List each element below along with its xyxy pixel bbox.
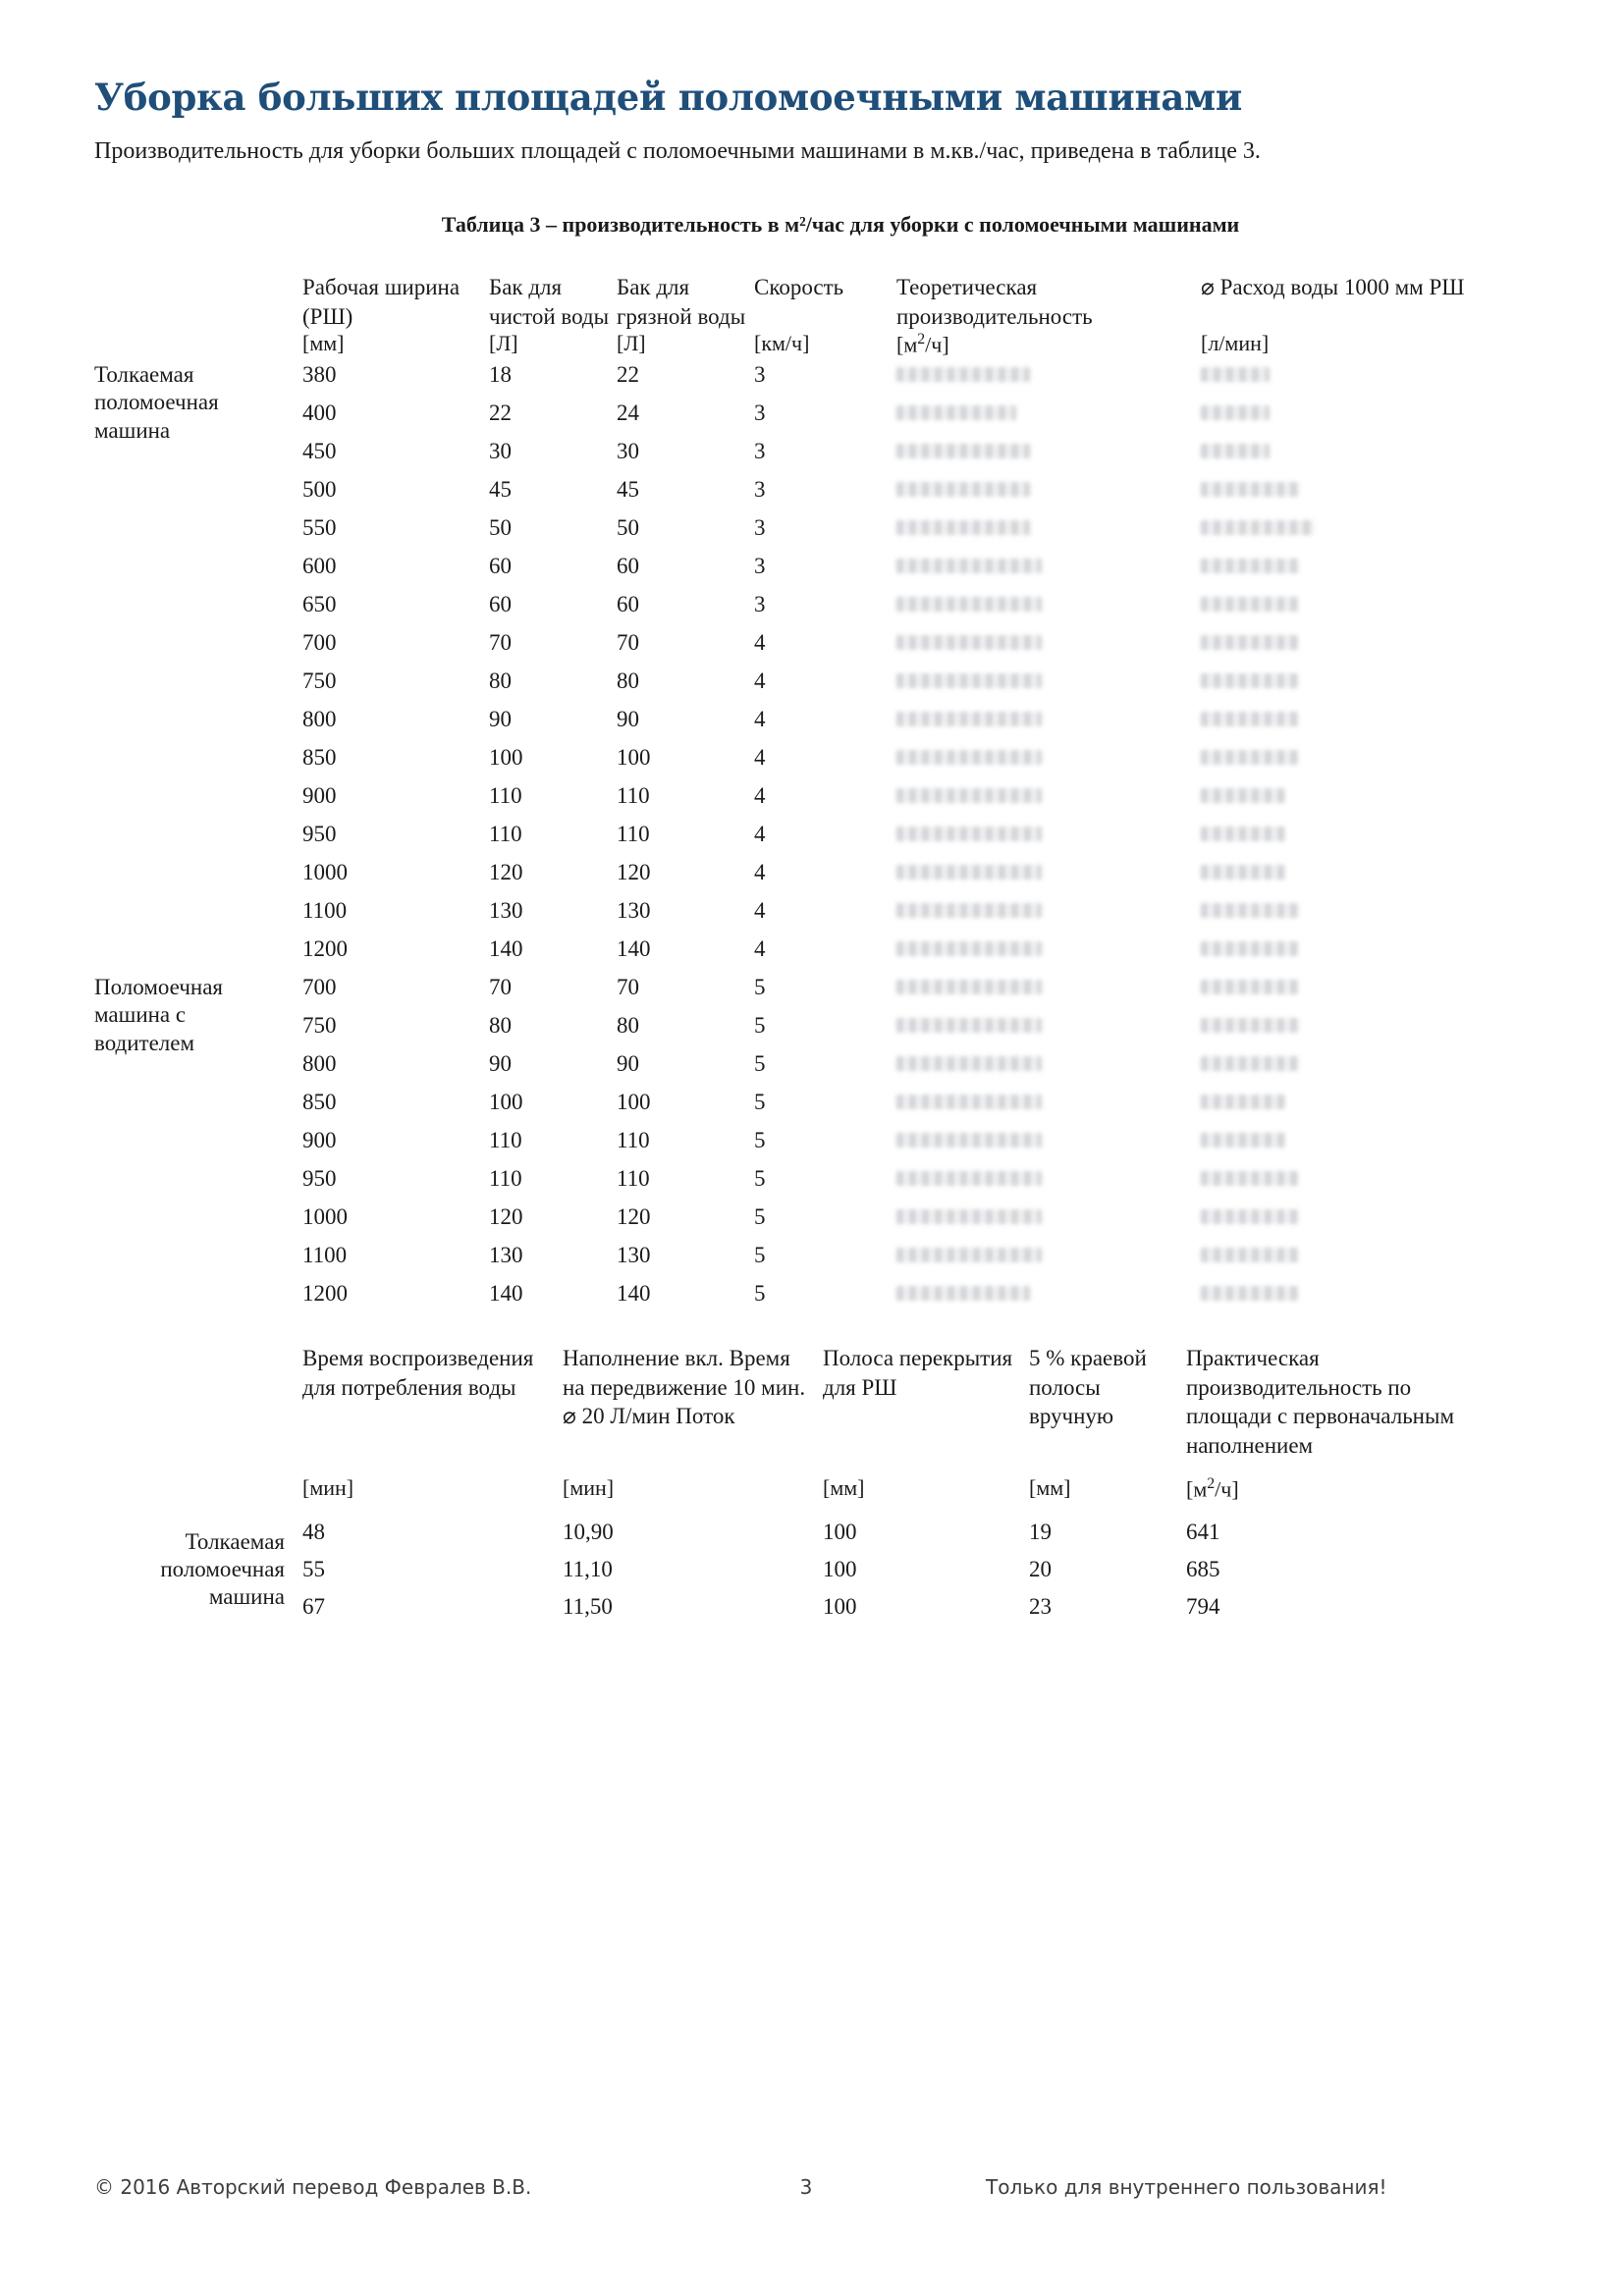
cell-water-use-redacted xyxy=(1201,740,1469,778)
cell-theoretical-redacted xyxy=(896,1161,1201,1200)
cell-speed: 4 xyxy=(754,860,766,885)
cell-overlap: 100 xyxy=(823,1593,857,1619)
cell-working-width: 850 xyxy=(302,1090,337,1115)
cell-clean-tank: 60 xyxy=(489,554,512,579)
cell-clean-tank: 110 xyxy=(489,783,522,809)
practical-header-edge: 5 % краевой полосы вручную xyxy=(1029,1346,1147,1429)
cell-dirty-tank: 110 xyxy=(617,822,650,847)
cell-clean-tank: 70 xyxy=(489,975,512,1000)
cell-speed: 5 xyxy=(754,1013,766,1039)
cell-theoretical-redacted xyxy=(896,1046,1201,1085)
cell-dirty-tank: 70 xyxy=(617,975,639,1000)
cell-water-time: 55 xyxy=(302,1556,325,1581)
cell-speed: 4 xyxy=(754,898,766,924)
cell-water-time: 48 xyxy=(302,1519,325,1544)
cell-working-width: 500 xyxy=(302,477,337,503)
footer-page-number: 3 xyxy=(799,2175,813,2199)
page-footer xyxy=(94,2175,1528,2199)
cell-speed: 4 xyxy=(754,936,766,962)
cell-water-use-redacted xyxy=(1201,357,1469,396)
cell-working-width: 700 xyxy=(302,975,337,1000)
cell-clean-tank: 100 xyxy=(489,745,523,771)
cell-theoretical-redacted xyxy=(896,357,1201,396)
cell-water-use-redacted xyxy=(1201,1238,1469,1276)
cell-theoretical-redacted xyxy=(896,1200,1201,1238)
practical-unit-water-time: [мин] xyxy=(302,1475,354,1501)
cell-water-use-redacted xyxy=(1201,472,1469,510)
footer-notice: Только для внутреннего пользования! xyxy=(986,2175,1387,2199)
cell-edge: 20 xyxy=(1029,1556,1052,1581)
cell-water-use-redacted xyxy=(1201,1046,1469,1085)
header-working-width: Рабочая ширина (РШ) xyxy=(302,275,460,329)
cell-theoretical-redacted xyxy=(896,549,1201,587)
cell-clean-tank: 110 xyxy=(489,822,522,847)
practical-group-label: Толкаемая поломоечная машина xyxy=(160,1528,285,1609)
table-header-row xyxy=(94,273,1469,331)
cell-fill-time: 11,10 xyxy=(563,1556,613,1581)
cell-water-use-redacted xyxy=(1201,932,1469,970)
cell-water-use-redacted xyxy=(1201,1123,1469,1161)
cell-theoretical-redacted xyxy=(896,472,1201,510)
cell-clean-tank: 110 xyxy=(489,1166,522,1192)
cell-clean-tank: 120 xyxy=(489,1204,523,1230)
cell-practical: 685 xyxy=(1186,1556,1220,1581)
cell-water-use-redacted xyxy=(1201,817,1469,855)
cell-working-width: 400 xyxy=(302,400,337,426)
header-water-use: ⌀ Расход воды 1000 мм РШ xyxy=(1201,275,1465,300)
cell-speed: 5 xyxy=(754,1051,766,1077)
cell-clean-tank: 100 xyxy=(489,1090,523,1115)
header-group xyxy=(94,273,302,331)
cell-dirty-tank: 90 xyxy=(617,1051,639,1077)
table-row xyxy=(94,357,1469,396)
header-speed: Скорость xyxy=(754,275,844,300)
cell-clean-tank: 60 xyxy=(489,592,512,617)
cell-dirty-tank: 140 xyxy=(617,1281,651,1307)
cell-dirty-tank: 60 xyxy=(617,592,639,617)
cell-theoretical-redacted xyxy=(896,702,1201,740)
cell-speed: 3 xyxy=(754,515,766,541)
cell-water-use-redacted xyxy=(1201,1161,1469,1200)
cell-theoretical-redacted xyxy=(896,1085,1201,1123)
unit-working-width: [мм] xyxy=(302,331,345,356)
cell-working-width: 900 xyxy=(302,783,337,809)
cell-edge: 23 xyxy=(1029,1593,1052,1619)
cell-working-width: 950 xyxy=(302,822,337,847)
practical-unit-overlap: [мм] xyxy=(823,1475,865,1501)
cell-dirty-tank: 120 xyxy=(617,860,651,885)
cell-working-width: 450 xyxy=(302,439,337,464)
cell-working-width: 550 xyxy=(302,515,337,541)
cell-theoretical-redacted xyxy=(896,587,1201,625)
cell-theoretical-redacted xyxy=(896,1123,1201,1161)
unit-theoretical: $[м^2/ч]$ xyxy=(896,331,949,357)
cell-working-width: 380 xyxy=(302,362,337,388)
cell-speed: 5 xyxy=(754,1090,766,1115)
cell-edge: 19 xyxy=(1029,1519,1052,1544)
practical-unit-fill-time: [мин] xyxy=(563,1475,615,1501)
cell-dirty-tank: 130 xyxy=(617,1243,651,1268)
cell-dirty-tank: 80 xyxy=(617,1013,639,1039)
cell-clean-tank: 120 xyxy=(489,860,523,885)
cell-clean-tank: 130 xyxy=(489,898,523,924)
table-row xyxy=(94,970,1469,1008)
practical-header-practical: Практическая производительность по площади с первоначальным наполнением xyxy=(1186,1346,1455,1458)
cell-speed: 3 xyxy=(754,439,766,464)
cell-water-use-redacted xyxy=(1201,778,1469,817)
cell-speed: 4 xyxy=(754,630,766,656)
group-label-ride-on: Поломоечная машина с водителем xyxy=(94,975,223,1055)
cell-water-use-redacted xyxy=(1201,587,1469,625)
practical-header-group xyxy=(94,1344,302,1464)
footer-copyright: © 2016 Авторский перевод Февралев В.В. xyxy=(94,2175,532,2199)
table-row xyxy=(94,1515,1469,1552)
cell-water-use-redacted xyxy=(1201,1200,1469,1238)
cell-working-width: 800 xyxy=(302,1051,337,1077)
cell-speed: 3 xyxy=(754,592,766,617)
cell-theoretical-redacted xyxy=(896,855,1201,893)
cell-theoretical-redacted xyxy=(896,778,1201,817)
cell-working-width: 1100 xyxy=(302,1243,348,1268)
header-theoretical: Теоретическая производительность xyxy=(896,275,1093,329)
header-clean-tank: Бак для чистой воды xyxy=(489,275,610,329)
cell-overlap: 100 xyxy=(823,1519,857,1544)
cell-theoretical-redacted xyxy=(896,396,1201,434)
cell-water-use-redacted xyxy=(1201,702,1469,740)
cell-water-use-redacted xyxy=(1201,625,1469,664)
cell-dirty-tank: 110 xyxy=(617,1166,650,1192)
cell-theoretical-redacted xyxy=(896,1276,1201,1314)
cell-dirty-tank: 100 xyxy=(617,745,651,771)
cell-clean-tank: 140 xyxy=(489,936,523,962)
cell-water-use-redacted xyxy=(1201,664,1469,702)
cell-working-width: 850 xyxy=(302,745,337,771)
cell-theoretical-redacted xyxy=(896,1008,1201,1046)
cell-water-use-redacted xyxy=(1201,510,1469,549)
page-content xyxy=(94,77,1528,1627)
cell-speed: 5 xyxy=(754,1243,766,1268)
cell-speed: 5 xyxy=(754,975,766,1000)
cell-clean-tank: 140 xyxy=(489,1281,523,1307)
cell-overlap: 100 xyxy=(823,1556,857,1581)
cell-working-width: 800 xyxy=(302,707,337,732)
practical-header-overlap: Полоса перекрытия для РШ xyxy=(823,1346,1013,1400)
practical-unit-practical: $[м^2/ч]$ xyxy=(1186,1475,1239,1502)
cell-dirty-tank: 45 xyxy=(617,477,639,503)
cell-dirty-tank: 100 xyxy=(617,1090,651,1115)
cell-clean-tank: 30 xyxy=(489,439,512,464)
cell-speed: 3 xyxy=(754,400,766,426)
cell-speed: 4 xyxy=(754,783,766,809)
cell-dirty-tank: 120 xyxy=(617,1204,651,1230)
cell-theoretical-redacted xyxy=(896,740,1201,778)
cell-working-width: 700 xyxy=(302,630,337,656)
cell-speed: 5 xyxy=(754,1166,766,1192)
cell-water-use-redacted xyxy=(1201,1085,1469,1123)
cell-clean-tank: 80 xyxy=(489,668,512,694)
cell-working-width: 1000 xyxy=(302,860,348,885)
cell-working-width: 1100 xyxy=(302,898,348,924)
cell-dirty-tank: 50 xyxy=(617,515,639,541)
cell-clean-tank: 50 xyxy=(489,515,512,541)
performance-table xyxy=(94,273,1469,1314)
cell-clean-tank: 90 xyxy=(489,707,512,732)
cell-theoretical-redacted xyxy=(896,664,1201,702)
unit-clean-tank: [Л] xyxy=(489,331,518,356)
table-caption: Таблица 3 – производительность в м²/час для уборки с поломоечными машинами xyxy=(441,212,1240,238)
cell-clean-tank: 90 xyxy=(489,1051,512,1077)
cell-theoretical-redacted xyxy=(896,625,1201,664)
practical-units-row xyxy=(94,1464,1469,1514)
cell-dirty-tank: 70 xyxy=(617,630,639,656)
table-units-row xyxy=(94,331,1469,357)
cell-water-time: 67 xyxy=(302,1593,325,1619)
cell-working-width: 750 xyxy=(302,668,337,694)
cell-dirty-tank: 22 xyxy=(617,362,639,388)
cell-working-width: 600 xyxy=(302,554,337,579)
cell-working-width: 650 xyxy=(302,592,337,617)
unit-speed: [км/ч] xyxy=(754,331,810,356)
cell-dirty-tank: 110 xyxy=(617,1128,650,1153)
cell-clean-tank: 80 xyxy=(489,1013,512,1039)
cell-speed: 4 xyxy=(754,822,766,847)
cell-working-width: 1200 xyxy=(302,936,348,962)
unit-dirty-tank: [Л] xyxy=(617,331,646,356)
cell-theoretical-redacted xyxy=(896,1238,1201,1276)
cell-clean-tank: 22 xyxy=(489,400,512,426)
cell-speed: 3 xyxy=(754,362,766,388)
unit-water-use: [л/мин] xyxy=(1201,331,1270,356)
cell-clean-tank: 110 xyxy=(489,1128,522,1153)
cell-water-use-redacted xyxy=(1201,549,1469,587)
cell-speed: 4 xyxy=(754,668,766,694)
practical-unit-edge: [мм] xyxy=(1029,1475,1071,1501)
cell-theoretical-redacted xyxy=(896,817,1201,855)
cell-speed: 3 xyxy=(754,477,766,503)
cell-theoretical-redacted xyxy=(896,510,1201,549)
cell-dirty-tank: 140 xyxy=(617,936,651,962)
cell-speed: 5 xyxy=(754,1204,766,1230)
cell-speed: 5 xyxy=(754,1281,766,1307)
cell-water-use-redacted xyxy=(1201,893,1469,932)
cell-water-use-redacted xyxy=(1201,1008,1469,1046)
cell-practical: 794 xyxy=(1186,1593,1220,1619)
cell-dirty-tank: 130 xyxy=(617,898,651,924)
cell-dirty-tank: 90 xyxy=(617,707,639,732)
cell-theoretical-redacted xyxy=(896,893,1201,932)
cell-working-width: 900 xyxy=(302,1128,337,1153)
header-dirty-tank: Бак для грязной воды xyxy=(617,275,746,329)
cell-theoretical-redacted xyxy=(896,434,1201,472)
practical-header-row xyxy=(94,1344,1469,1464)
cell-water-use-redacted xyxy=(1201,855,1469,893)
cell-dirty-tank: 60 xyxy=(617,554,639,579)
practical-header-fill-time: Наполнение вкл. Время на передвижение 10 мин. ⌀ 20 Л/мин Поток xyxy=(563,1346,806,1429)
page-title: Уборка больших площадей поломоечными машинами xyxy=(94,76,1242,119)
cell-clean-tank: 130 xyxy=(489,1243,523,1268)
cell-working-width: 1000 xyxy=(302,1204,348,1230)
cell-fill-time: 10,90 xyxy=(563,1519,614,1544)
cell-working-width: 950 xyxy=(302,1166,337,1192)
practical-header-water-time: Время воспроизведения для потребления воды xyxy=(302,1346,534,1400)
cell-practical: 641 xyxy=(1186,1519,1220,1544)
cell-speed: 4 xyxy=(754,707,766,732)
cell-theoretical-redacted xyxy=(896,970,1201,1008)
group-label-pushed: Толкаемая поломоечная машина xyxy=(94,362,219,443)
cell-clean-tank: 18 xyxy=(489,362,512,388)
cell-dirty-tank: 80 xyxy=(617,668,639,694)
cell-fill-time: 11,50 xyxy=(563,1593,613,1619)
cell-water-use-redacted xyxy=(1201,396,1469,434)
cell-speed: 4 xyxy=(754,745,766,771)
cell-clean-tank: 70 xyxy=(489,630,512,656)
cell-working-width: 750 xyxy=(302,1013,337,1039)
cell-water-use-redacted xyxy=(1201,970,1469,1008)
practical-performance-table xyxy=(94,1344,1469,1626)
cell-clean-tank: 45 xyxy=(489,477,512,503)
cell-speed: 5 xyxy=(754,1128,766,1153)
cell-working-width: 1200 xyxy=(302,1281,348,1307)
intro-paragraph: Производительность для уборки больших площадей с поломоечными машинами в м.кв./час, приведена в таблице 3. xyxy=(94,137,1261,164)
cell-speed: 3 xyxy=(754,554,766,579)
cell-dirty-tank: 110 xyxy=(617,783,650,809)
cell-theoretical-redacted xyxy=(896,932,1201,970)
cell-water-use-redacted xyxy=(1201,1276,1469,1314)
cell-dirty-tank: 24 xyxy=(617,400,639,426)
cell-dirty-tank: 30 xyxy=(617,439,639,464)
cell-water-use-redacted xyxy=(1201,434,1469,472)
